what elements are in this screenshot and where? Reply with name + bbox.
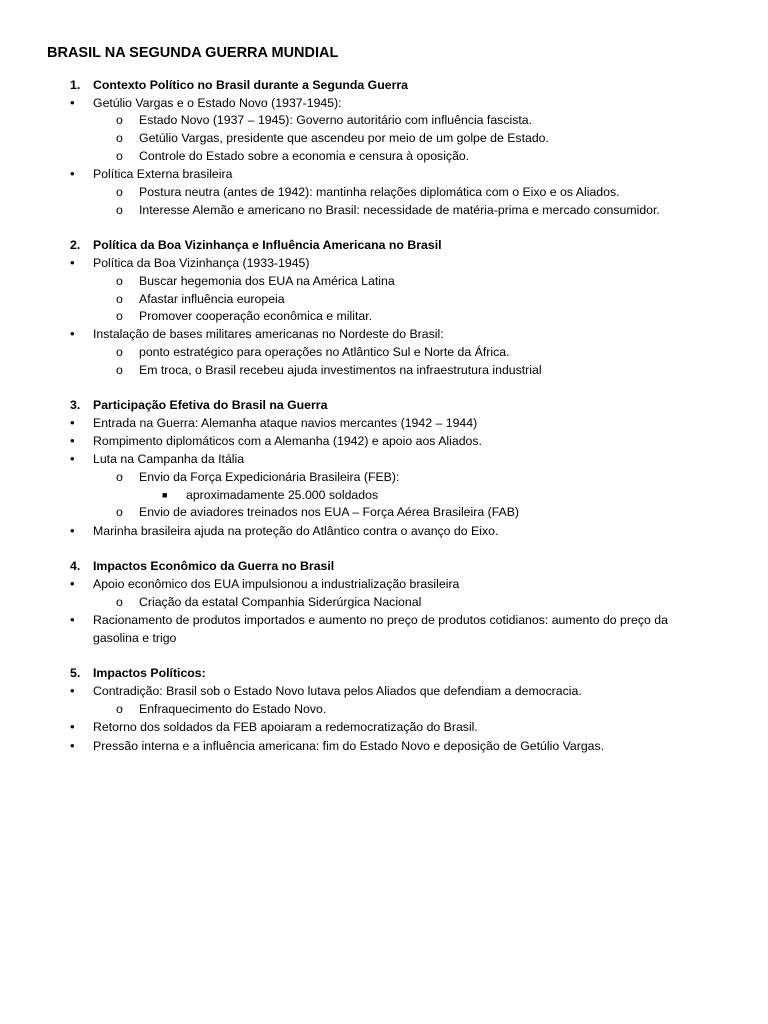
item-text: Envio da Força Expedicionária Brasileira (FEB): (139, 470, 400, 484)
item-text: Estado Novo (1937 – 1945): Governo autoritário com influência fascista. (139, 113, 533, 127)
item-text: Apoio econômico dos EUA impulsionou a industrialização brasileira (93, 577, 460, 591)
item-text: Contradição: Brasil sob o Estado Novo lutava pelos Aliados que defendiam a democracia. (93, 684, 582, 698)
item-text: Luta na Campanha da Itália (93, 452, 245, 466)
item-text: Postura neutra (antes de 1942): mantinha relações diplomática com o Eixo e os Aliados. (139, 185, 620, 199)
bullet-marker: o (116, 505, 123, 519)
bullet-marker: o (116, 274, 123, 288)
bullet-marker: ■ (162, 490, 168, 500)
bullet-marker: o (116, 292, 123, 306)
bullet-marker: o (116, 345, 123, 359)
section-heading-text: Participação Efetiva do Brasil na Guerra (93, 398, 328, 412)
item-text: Em troca, o Brasil recebeu ajuda investimentos na infraestrutura industrial (139, 363, 542, 377)
bullet-marker: o (116, 203, 123, 217)
bullet-marker: o (116, 185, 123, 199)
section-heading-text: Contexto Político no Brasil durante a Segunda Guerra (93, 78, 408, 92)
bullet-marker: • (70, 433, 75, 448)
bullet-marker: o (116, 113, 123, 127)
bullet-marker: o (116, 702, 123, 716)
bullet-marker: o (116, 131, 123, 145)
bullet-marker: • (70, 415, 75, 430)
bullet-marker: o (116, 363, 123, 377)
bullet-marker: • (70, 95, 75, 110)
section-number: 2. (70, 238, 81, 252)
item-text: Criação da estatal Companhia Siderúrgica Nacional (139, 595, 422, 609)
section-heading-text: Impactos Políticos: (93, 666, 206, 680)
item-text: Entrada na Guerra: Alemanha ataque navios mercantes (1942 – 1944) (93, 416, 478, 430)
bullet-marker: o (116, 309, 123, 323)
item-text: Retorno dos soldados da FEB apoiaram a redemocratização do Brasil. (93, 720, 478, 734)
bullet-marker: • (70, 576, 75, 591)
item-text: Getúlio Vargas e o Estado Novo (1937-1945): (93, 96, 342, 110)
section-heading-text: Impactos Econômico da Guerra no Brasil (93, 559, 335, 573)
item-text: Rompimento diplomáticos com a Alemanha (1942) e apoio aos Aliados. (93, 434, 482, 448)
bullet-marker: o (116, 470, 123, 484)
item-text: Promover cooperação econômica e militar. (139, 309, 373, 323)
item-text: Afastar influência europeia (139, 292, 285, 306)
bullet-marker: • (70, 451, 75, 466)
item-text: Buscar hegemonia dos EUA na América Latina (139, 274, 395, 288)
item-text: Enfraquecimento do Estado Novo. (139, 702, 327, 716)
section-number: 3. (70, 398, 81, 412)
item-text: Envio de aviadores treinados nos EUA – Força Aérea Brasileira (FAB) (139, 505, 520, 519)
item-text: Marinha brasileira ajuda na proteção do Atlântico contra o avanço do Eixo. (93, 524, 499, 538)
section-heading-text: Política da Boa Vizinhança e Influência Americana no Brasil (93, 238, 442, 252)
bullet-marker: • (70, 166, 75, 181)
bullet-marker: • (70, 326, 75, 341)
bullet-marker: • (70, 683, 75, 698)
item-text: Pressão interna e a influência americana: fim do Estado Novo e deposição de Getúlio Vargas. (93, 739, 605, 753)
section-number: 5. (70, 666, 81, 680)
item-text: Instalação de bases militares americanas no Nordeste do Brasil: (93, 327, 444, 341)
bullet-marker: • (70, 523, 75, 538)
item-text: Política da Boa Vizinhança (1933-1945) (93, 256, 310, 270)
bullet-marker: o (116, 595, 123, 609)
bullet-marker: o (116, 149, 123, 163)
bullet-marker: • (70, 612, 75, 627)
item-text: aproximadamente 25.000 soldados (186, 488, 379, 502)
bullet-marker: • (70, 255, 75, 270)
item-text: Getúlio Vargas, presidente que ascendeu por meio de um golpe de Estado. (139, 131, 549, 145)
item-text: Interesse Alemão e americano no Brasil: necessidade de matéria-prima e mercado consumidor. (139, 203, 660, 217)
section-number: 4. (70, 559, 81, 573)
bullet-marker: • (70, 719, 75, 734)
item-text: Política Externa brasileira (93, 167, 233, 181)
section-number: 1. (70, 78, 81, 92)
bullet-marker: • (70, 738, 75, 753)
item-text: ponto estratégico para operações no Atlântico Sul e Norte da África. (139, 345, 510, 359)
item-text: Controle do Estado sobre a economia e censura à oposição. (139, 149, 470, 163)
item-text: Racionamento de produtos importados e aumento no preço de produtos cotidianos: aumento do preço da gasolina e trigo (93, 613, 668, 645)
document-title: BRASIL NA SEGUNDA GUERRA MUNDIAL (47, 45, 339, 61)
